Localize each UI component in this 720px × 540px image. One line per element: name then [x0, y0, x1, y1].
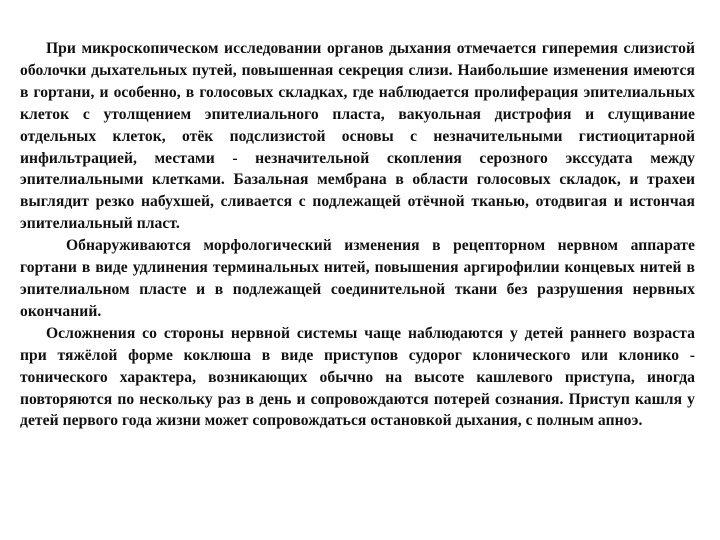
paragraph-2: Обнаруживаются морфологический изменения в рецепторном нервном аппарате гортани в виде удлинения терминальных нитей, повышения аргирофилии концевых нитей в эпителиальном пласте и в подлежащей соединительной ткани без разрушения нервных окончаний. — [20, 237, 695, 320]
paragraph-1: При микроскопическом исследовании органов дыхания отмечается гиперемия слизистой оболочки дыхательных путей, повышенная секреция слизи. Наибольшие изменения имеются в гортани, и особенно, в голосовых складках, где наблюдается пролиферация эпителиальных клеток с утолщением эпителиального пласта, вакуольная дистрофия и слущивание отдельных клеток, отёк подслизистой основы с незначительными гистиоцитарной инфильтрацией, местами - незначительной скопления серозного экссудата между эпителиальными клетками. Базальная мембрана в области голосовых складок, и трахеи выглядит резко набухшей, сливается с подлежащей отёчной тканью, отодвигая и истончая эпителиальный пласт. — [20, 40, 695, 233]
document-body — [20, 38, 695, 432]
paragraph-3: Осложнения со стороны нервной системы чаще наблюдаются у детей раннего возраста при тяжёлой форме коклюша в виде приступов судорог клонического или клонико - тонического характера, возникающих обычно на высоте кашлевого приступа, иногда повторяются по нескольку раз в день и сопровождаются потерей сознания. Приступ кашля у детей первого года жизни может сопровождаться остановкой дыхания, с полным апноэ. — [20, 324, 695, 430]
